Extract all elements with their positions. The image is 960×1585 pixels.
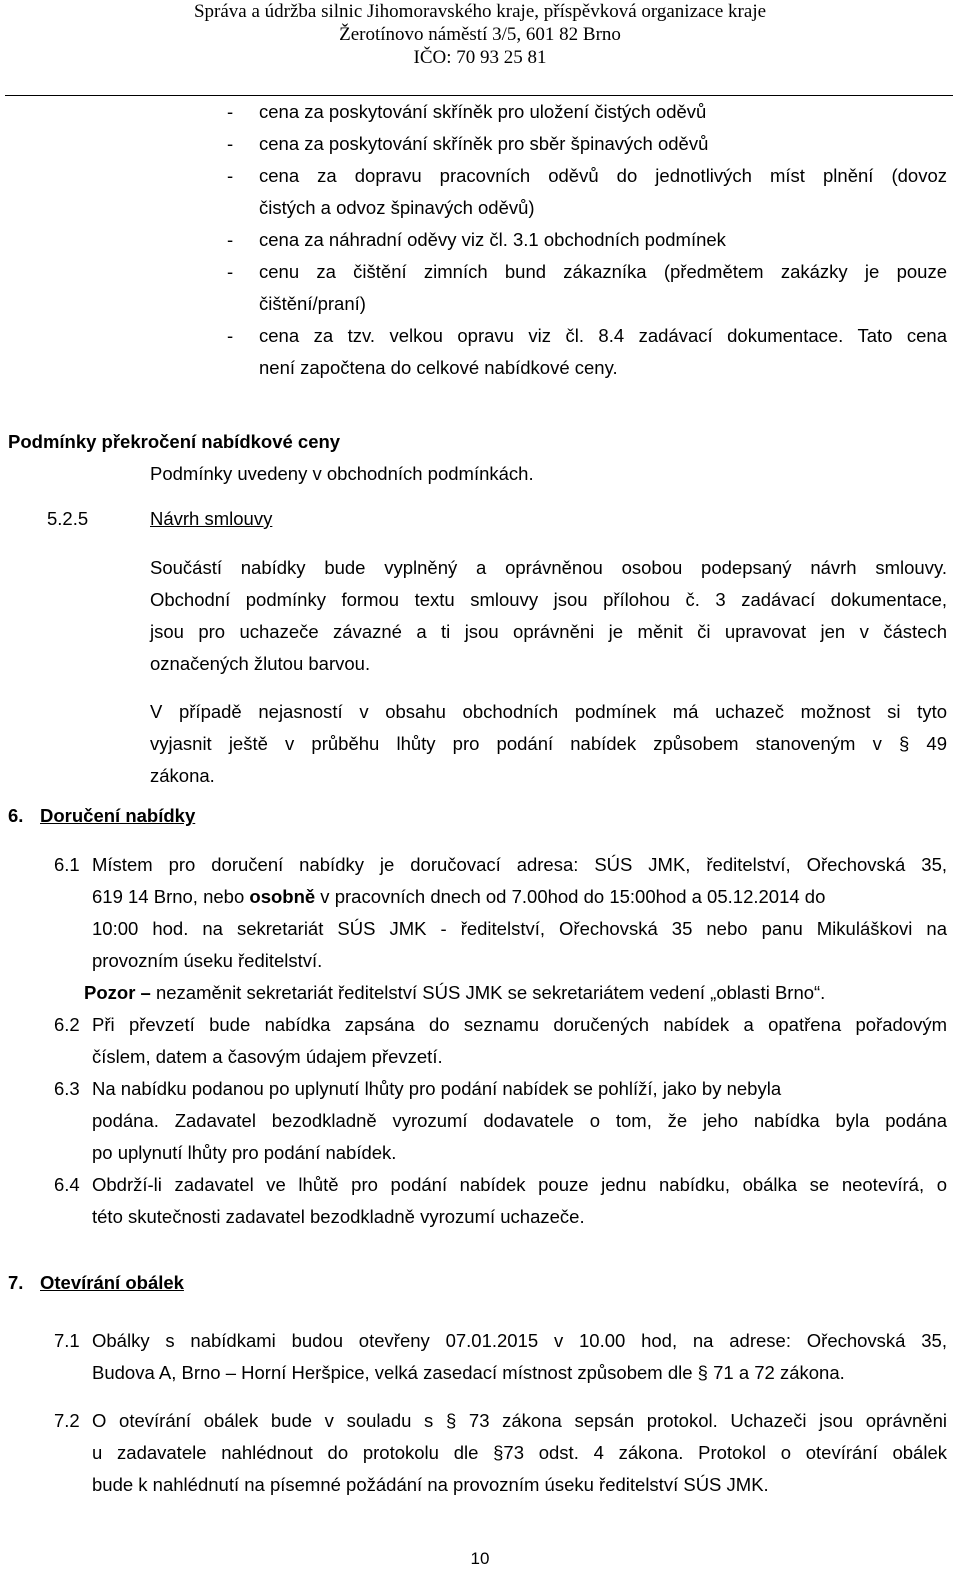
item-text: po uplynutí lhůty pro podání nabídek.: [92, 1142, 397, 1163]
item-number: 6.3: [54, 1078, 80, 1099]
item-text: Na nabídku podanou po uplynutí lhůty pro podání nabídek se pohlíží, jako by nebyla: [92, 1078, 782, 1099]
list-item-continuation: čištění/praní): [259, 293, 366, 314]
item-text-bold: osobně: [249, 886, 316, 907]
item-text-mixed: [92, 881, 825, 913]
list-item-continuation: není započtena do celkové nabídkové ceny.: [259, 357, 618, 378]
list-dash: -: [227, 165, 234, 186]
item-text: Místem pro doručení nabídky je doručovací adresa: SÚS JMK, ředitelství, Ořechovská 35,: [92, 854, 947, 875]
paragraph-line: zákona.: [150, 765, 215, 786]
item-number: 6.4: [54, 1174, 80, 1195]
section-number: 6.: [8, 805, 24, 826]
item-text: provozním úseku ředitelství.: [92, 950, 323, 971]
section-number: 7.: [8, 1272, 24, 1293]
list-dash: -: [227, 229, 234, 250]
list-item: cena za náhradní oděvy viz čl. 3.1 obchodních podmínek: [259, 229, 726, 250]
paragraph: Podmínky uvedeny v obchodních podmínkách.: [150, 463, 534, 484]
header-org-name: Správa a údržba silnic Jihomoravského kraje, příspěvková organizace kraje: [193, 1, 767, 22]
item-number: 6.2: [54, 1014, 80, 1035]
list-item: cena za dopravu pracovních oděvů do jednotlivých míst plnění (dovoz: [259, 165, 947, 186]
paragraph-line: označených žlutou barvou.: [150, 653, 371, 674]
warning-note: [84, 977, 825, 1009]
warning-text: nezaměnit sekretariát ředitelství SÚS JMK se sekretariátem vedení „oblasti Brno“.: [155, 982, 826, 1003]
list-dash: -: [227, 325, 234, 346]
section-number: 5.2.5: [47, 508, 89, 529]
list-item: cenu za čištění zimních bund zákazníka (předmětem zakázky je pouze: [259, 261, 947, 282]
page-number: 10: [470, 1549, 490, 1568]
item-text: 10:00 hod. na sekretariát SÚS JMK - ředitelství, Ořechovská 35 nebo panu Mikuláškovi na: [92, 918, 947, 939]
item-text: u zadavatele nahlédnout do protokolu dle §73 odst. 4 zákona. Protokol o otevírání obálek: [92, 1442, 947, 1463]
list-item: cena za poskytování skříněk pro sběr špinavých oděvů: [259, 133, 709, 154]
paragraph-line: Obchodní podmínky formou textu smlouvy jsou přílohou č. 3 zadávací dokumentace,: [150, 589, 947, 610]
paragraph-line: V případě nejasností v obsahu obchodních podmínek má uchazeč možnost si tyto: [150, 701, 947, 722]
item-text-part: 619 14 Brno, nebo: [92, 886, 250, 907]
item-text: této skutečnosti zadavatel bezodkladně vyrozumí uchazeče.: [92, 1206, 585, 1227]
header-ico: IČO: 70 93 25 81: [413, 47, 547, 68]
item-text: bude k nahlédnutí na písemné požádání na provozním úseku ředitelství SÚS JMK.: [92, 1474, 769, 1495]
paragraph-line: Součástí nabídky bude vyplněný a oprávněnou osobou podepsaný návrh smlouvy.: [150, 557, 947, 578]
list-item-continuation: čistých a odvoz špinavých oděvů): [259, 197, 535, 218]
item-text: Budova A, Brno – Horní Heršpice, velká zasedací místnost způsobem dle § 71 a 72 zákona.: [92, 1362, 845, 1383]
item-text: podána. Zadavatel bezodkladně vyrozumí dodavatele o tom, že jeho nabídka byla podána: [92, 1110, 947, 1131]
item-number: 6.1: [54, 854, 80, 875]
paragraph-line: jsou pro uchazeče závazné a ti jsou oprávněni je měnit či upravovat jen v částech: [150, 621, 947, 642]
section-title: Návrh smlouvy: [150, 508, 273, 529]
item-text: číslem, datem a časovým údajem převzetí.: [92, 1046, 443, 1067]
warning-label: Pozor –: [84, 982, 156, 1003]
paragraph-line: vyjasnit ještě v průběhu lhůty pro podání nabídek způsobem stanoveným v § 49: [150, 733, 947, 754]
list-dash: -: [227, 133, 234, 154]
item-text: Obálky s nabídkami budou otevřeny 07.01.2015 v 10.00 hod, na adrese: Ořechovská 35,: [92, 1330, 947, 1351]
header-address: Žerotínovo náměstí 3/5, 601 82 Brno: [339, 24, 621, 45]
item-number: 7.2: [54, 1410, 80, 1431]
item-text: O otevírání obálek bude v souladu s § 73 zákona sepsán protokol. Uchazeči jsou oprávněni: [92, 1410, 947, 1431]
item-text-part: v pracovních dnech od 7.00hod do 15:00hod a 05.12.2014 do: [315, 886, 826, 907]
item-text: Obdrží-li zadavatel ve lhůtě pro podání nabídek pouze jednu nabídku, obálka se neotevírá, o: [92, 1174, 947, 1195]
section-title: Otevírání obálek: [40, 1272, 184, 1293]
section-heading: Podmínky překročení nabídkové ceny: [8, 431, 341, 452]
list-dash: -: [227, 261, 234, 282]
section-title: Doručení nabídky: [40, 805, 196, 826]
item-text: Při převzetí bude nabídka zapsána do seznamu doručených nabídek a opatřena pořadovým: [92, 1014, 947, 1035]
list-item: cena za poskytování skříněk pro uložení čistých oděvů: [259, 101, 707, 122]
list-item: cena za tzv. velkou opravu viz čl. 8.4 zadávací dokumentace. Tato cena: [259, 325, 947, 346]
list-dash: -: [227, 101, 234, 122]
item-number: 7.1: [54, 1330, 80, 1351]
